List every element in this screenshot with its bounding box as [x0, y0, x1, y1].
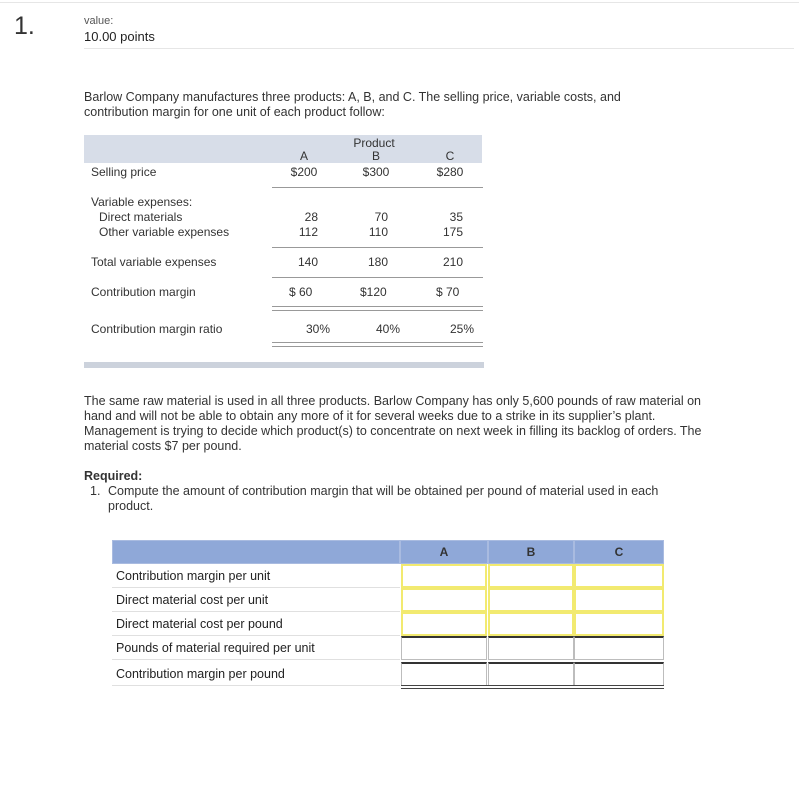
rule — [272, 247, 483, 248]
cm-per-pound-input-a[interactable] — [401, 662, 487, 686]
points-value: 10.00 points — [84, 29, 155, 44]
cm-per-unit-input-b[interactable] — [488, 564, 574, 588]
row-label-direct-materials: Direct materials — [99, 210, 183, 224]
total-variable-a: 140 — [297, 255, 318, 269]
answer-grid-header-blank — [112, 540, 400, 564]
row-label-variable-expenses: Variable expenses: — [91, 195, 193, 209]
selling-price-c: $280 — [436, 165, 464, 179]
top-divider — [0, 2, 799, 3]
scenario-text: The same raw material is used in all three products. Barlow Company has only 5,600 pounds of raw material on hand and will not be able to obtain any more of it for several weeks due to a strike in its supplier’s plant. Management is trying to decide which product(s) to concentrate on next week in filling its backlog of orders. The material costs $7 per pound. — [84, 394, 702, 453]
product-table-footer-bar — [84, 362, 484, 368]
dm-cost-per-pound-input-a[interactable] — [401, 612, 487, 636]
product-table — [84, 135, 484, 370]
dm-cost-per-unit-input-b[interactable] — [488, 588, 574, 612]
column-header-b: B — [371, 149, 380, 163]
rule — [272, 306, 483, 307]
dm-cost-per-pound-input-c[interactable] — [574, 612, 664, 636]
direct-materials-c: 35 — [449, 210, 463, 224]
row-label-selling-price: Selling price — [91, 165, 157, 179]
total-variable-b: 180 — [367, 255, 388, 269]
answer-row-label-dm-cost-per-pound: Direct material cost per pound — [112, 612, 400, 636]
required-item-text: Compute the amount of contribution margin that will be obtained per pound of material used in each product. — [108, 484, 659, 513]
value-label: value: — [84, 15, 114, 27]
row-label-contribution-margin: Contribution margin — [91, 285, 196, 299]
answer-row-label-cm-per-pound: Contribution margin per pound — [112, 662, 400, 686]
rule — [272, 277, 483, 278]
row-label-other-variable: Other variable expenses — [99, 225, 230, 239]
answer-column-label-c: C — [614, 545, 624, 559]
product-group-header: Product — [353, 136, 395, 150]
contribution-margin-c: $ 70 — [436, 285, 460, 299]
direct-materials-a: 28 — [304, 210, 318, 224]
pounds-per-unit-input-c[interactable] — [574, 636, 664, 660]
answer-column-label-a: A — [439, 545, 449, 559]
answer-row-label-pounds-per-unit: Pounds of material required per unit — [112, 636, 400, 660]
rule — [272, 346, 483, 347]
cm-per-unit-input-c[interactable] — [574, 564, 664, 588]
cm-ratio-c: 25% — [449, 322, 474, 336]
answer-column-label-b: B — [526, 545, 536, 559]
cm-per-unit-input-a[interactable] — [401, 564, 487, 588]
answer-row-label-cm-per-unit: Contribution margin per unit — [112, 564, 400, 588]
selling-price-a: $200 — [290, 165, 318, 179]
answer-row-label-dm-cost-per-unit: Direct material cost per unit — [112, 588, 400, 612]
dm-cost-per-unit-input-c[interactable] — [574, 588, 664, 612]
dm-cost-per-unit-input-a[interactable] — [401, 588, 487, 612]
rule — [272, 342, 483, 343]
pounds-per-unit-input-b[interactable] — [488, 636, 574, 660]
rule — [272, 187, 483, 188]
selling-price-b: $300 — [362, 165, 390, 179]
required-title: Required: — [84, 469, 143, 483]
cm-per-pound-input-c[interactable] — [574, 662, 664, 686]
pounds-per-unit-input-a[interactable] — [401, 636, 487, 660]
column-header-c: C — [445, 149, 455, 163]
required-item-number: 1. — [90, 484, 101, 498]
contribution-margin-a: $ 60 — [289, 285, 313, 299]
other-variable-c: 175 — [442, 225, 463, 239]
intro-text: Barlow Company manufactures three products: A, B, and C. The selling price, variable costs, and contribution margin for one unit of each product follow: — [84, 90, 621, 119]
row-label-total-variable: Total variable expenses — [91, 255, 217, 269]
dm-cost-per-pound-input-b[interactable] — [488, 612, 574, 636]
row-label-cm-ratio: Contribution margin ratio — [91, 322, 223, 336]
answer-grid-double-underline — [401, 685, 664, 689]
answer-grid — [112, 540, 664, 690]
other-variable-a: 112 — [298, 225, 318, 239]
question-number: 1. — [14, 12, 35, 40]
column-header-a: A — [299, 149, 308, 163]
header-divider — [84, 48, 794, 49]
direct-materials-b: 70 — [374, 210, 388, 224]
cm-ratio-b: 40% — [375, 322, 400, 336]
cm-per-pound-input-b[interactable] — [488, 662, 574, 686]
other-variable-b: 110 — [368, 225, 388, 239]
cm-ratio-a: 30% — [305, 322, 330, 336]
total-variable-c: 210 — [442, 255, 463, 269]
rule — [272, 310, 483, 311]
contribution-margin-b: $120 — [360, 285, 387, 299]
